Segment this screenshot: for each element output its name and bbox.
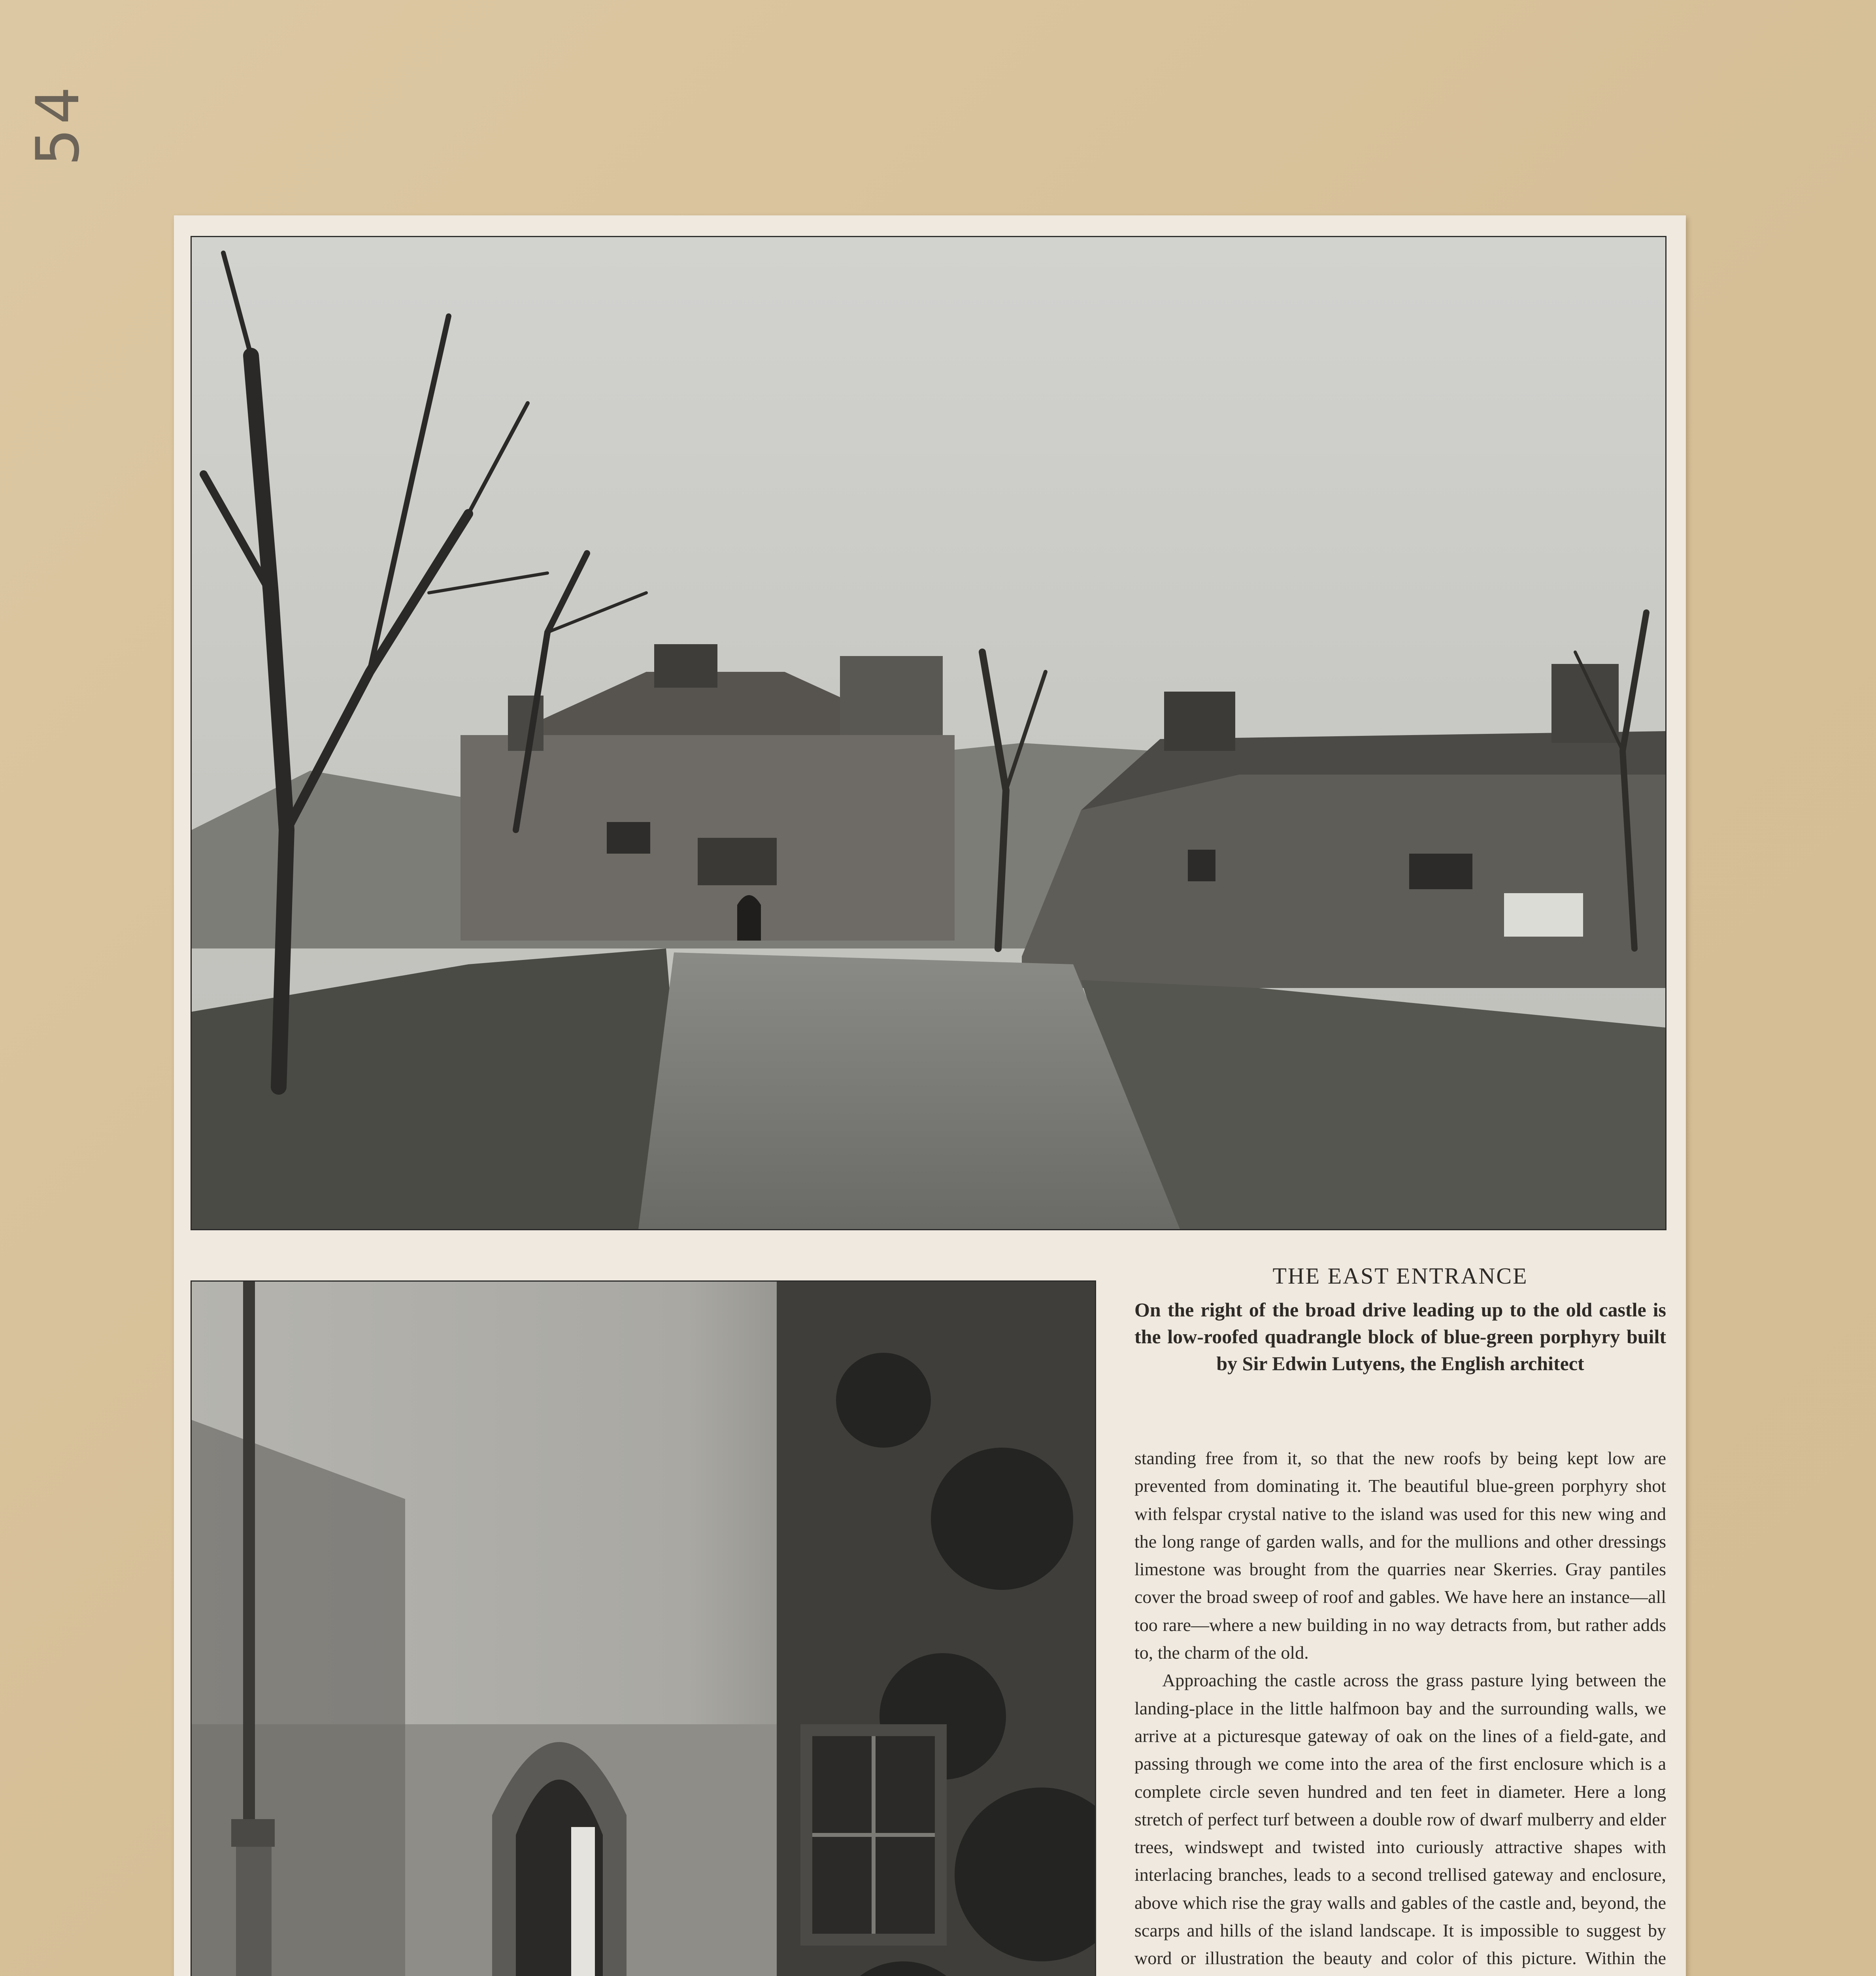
photo-pebble-dashed-walls bbox=[191, 1280, 1096, 1976]
body-paragraph: Approaching the castle across the grass pasture lying between the landing-place in the little halfmoon bay and the surrounding walls, we arrive at a picturesque gateway of oak on the lines of a field-gate, and passing through we come into the area of the first enclosure which is a complete circle seven hundred and ten feet in diameter. Here a long stretch of perfect turf between a double row of dwarf mulberry and elder trees, windswept and twisted into curiously attractive shapes with interlacing branches, leads to a second trellised gateway and enclosure, above which rise the gray walls and gables of the castle and, beyond, the scarps and hills of the island landscape. It is impossible to suggest by word or illustration the beauty and color of this picture. Within the bbox=[1134, 1670, 1666, 1968]
caption-text: On the right of the broad drive leading up to the old castle is the low-roofed quadrangle block of blue-green porphyry built by Sir Edwin Lutyens, the English architect bbox=[1134, 1299, 1666, 1375]
arched-doorway-illustration bbox=[192, 1282, 1095, 1976]
photo-east-entrance bbox=[191, 236, 1667, 1230]
handwritten-page-number: 54 bbox=[24, 83, 92, 166]
caption-east-entrance bbox=[1134, 1263, 1666, 1377]
body-paragraph: standing free from it, so that the new roofs by being kept low are prevented from dominating it. The beautiful blue-green porphyry shot with felspar crystal native to the island was used for this new wing and the long range of garden walls, and for the mullions and other dressings limestone was brought from the quarries near Skerries. Gray pantiles cover the broad sweep of roof and gables. We have here an instance—all too rare—where a new building in no way detracts from, but rather adds to, the charm of the old. bbox=[1134, 1448, 1666, 1663]
castle-drive-illustration bbox=[192, 237, 1665, 1229]
caption-title: THE EAST ENTRANCE bbox=[1272, 1263, 1528, 1289]
article-body bbox=[1134, 1444, 1666, 1976]
